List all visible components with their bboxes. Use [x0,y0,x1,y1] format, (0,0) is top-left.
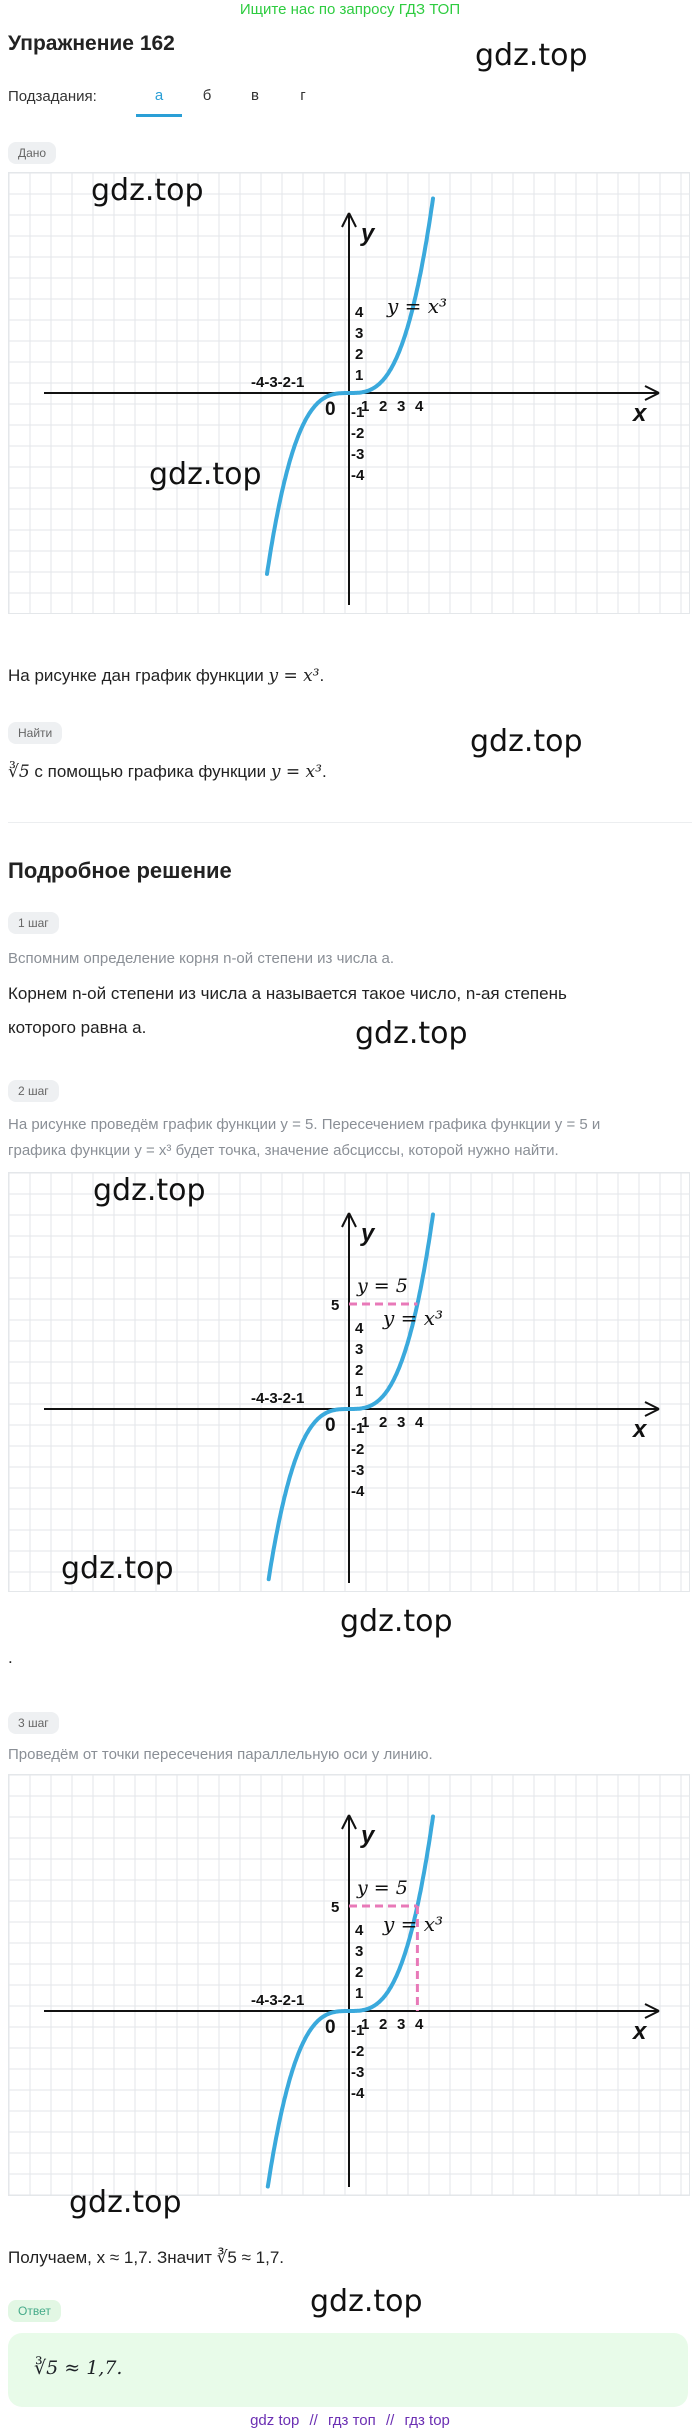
y-tick-label: 2 [355,346,364,363]
x-axis-label: x [633,1416,647,1443]
x-tick-label: 1 [361,398,370,415]
step1-text-line2: которого равна a. [8,1018,147,1037]
y-tick-label: 3 [355,325,364,342]
line-y5-label: y = 5 [357,1877,408,1899]
origin-label: 0 [325,1415,336,1436]
y-tick-label: 2 [355,1362,364,1379]
graph-watermark: gdz.top [93,1173,206,1208]
find-pill: Найти [8,722,62,744]
subtasks-row [8,84,692,118]
y-tick-label: -3 [351,1462,365,1479]
footer-link-1[interactable]: gdz top [250,2412,300,2429]
y-axis-label: y [361,1822,375,1849]
y-tick-label: -1 [351,404,365,421]
step1-pill: 1 шаг [8,912,59,934]
watermark: gdz.top [475,38,588,73]
y-axis-label: y [361,1220,375,1247]
origin-label: 0 [325,2017,336,2038]
step2-after: . [8,1648,13,1667]
step3-graph [8,1774,690,2220]
footer-link-3[interactable]: гдз top [404,2412,450,2429]
solution-title: Подробное решение [8,858,232,883]
origin-label: 0 [325,399,336,420]
step2-hint-line1: На рисунке проведём график функции y = 5. Пересечением графика функции y = 5 и [8,1116,601,1133]
y-tick-label: 2 [355,1964,364,1981]
given-suffix: . [319,666,325,685]
find-formula: y = x³ [270,762,322,782]
footer-links [0,2412,700,2429]
curve-label: y = x³ [387,294,448,318]
step2-graph [8,1172,690,1592]
y-tick-label: -3 [351,446,365,463]
x-tick-label: 3 [397,2016,406,2033]
footer-sep: // [309,2412,318,2429]
x-tick-label: 3 [397,1414,406,1431]
y-tick-label: -4 [351,1483,365,1500]
y-tick-label: 3 [355,1943,364,1960]
five-label: 5 [331,1297,340,1314]
given-text [8,666,324,686]
y-tick-label: 4 [355,304,364,321]
x-axis-label: x [633,2018,647,2045]
answer-box [8,2333,688,2407]
y-tick-label: -2 [351,425,365,442]
page-title: Упражнение 162 [8,32,175,55]
answer-text: ∛5 ≈ 1,7. [34,2357,123,2379]
footer-link-2[interactable]: гдз топ [328,2412,376,2429]
y-tick-label: -1 [351,2022,365,2039]
y-tick-label: 1 [355,367,364,384]
subtasks-label: Подзадания: [8,88,97,105]
neg-x-ticks: -4-3-2-1 [251,1992,305,2009]
given-pill: Дано [8,142,56,164]
x-tick-label: 2 [379,2016,388,2033]
y-tick-label: 3 [355,1341,364,1358]
subtask-tab-v[interactable]: в [251,87,259,104]
graph-watermark: gdz.top [91,173,204,208]
y-tick-label: 4 [355,1320,364,1337]
given-formula: y = x³ [268,666,320,686]
y-axis-label: y [361,220,375,247]
y-tick-label: 1 [355,1383,364,1400]
curve-label: y = x³ [383,1912,444,1936]
footer-sep: // [385,2412,395,2429]
y-tick-label: -4 [351,467,365,484]
step1-hint: Вспомним определение корня n-ой степени из числа a. [8,950,395,967]
x-tick-label: 1 [361,1414,370,1431]
watermark: gdz.top [340,1604,453,1639]
step2-hint-line2: графика функции y = x³ будет точка, значение абсциссы, которой нужно найти. [8,1142,559,1159]
watermark: gdz.top [355,1016,468,1051]
y-tick-label: -2 [351,2043,365,2060]
given-text-prefix: На рисунке дан график функции [8,666,264,685]
x-tick-label: 2 [379,398,388,415]
step2-graph-svg [9,1173,689,1591]
step3-pill: 3 шаг [8,1712,59,1734]
curve-label: y = x³ [383,1306,444,1330]
step3-hint: Проведём от точки пересечения параллельную оси y линию. [8,1746,433,1763]
x-tick-label: 4 [415,398,424,415]
find-suffix: . [321,762,327,781]
y-tick-label: -1 [351,1420,365,1437]
graph-watermark: gdz.top [149,457,262,492]
step1-text-line1: Корнем n-ой степени из числа a называется такое число, n-ая степень [8,984,567,1003]
x-tick-label: 4 [415,1414,424,1431]
y-tick-label: -4 [351,2085,365,2102]
y-tick-label: 4 [355,1922,364,1939]
step2-pill: 2 шаг [8,1080,59,1102]
y-tick-label: 1 [355,1985,364,2002]
step3-graph-svg [9,1775,689,2195]
subtask-tab-a[interactable]: а [136,84,182,117]
graph-watermark: gdz.top [69,2185,182,2220]
given-graph [8,172,690,614]
find-expr: ∛5 [8,762,30,782]
subtask-tab-g[interactable]: г [300,87,306,104]
x-tick-label: 1 [361,2016,370,2033]
given-graph-svg [9,173,689,613]
step3-result: Получаем, x ≈ 1,7. Значит ∛5 ≈ 1,7. [8,2248,284,2267]
y-tick-label: -2 [351,1441,365,1458]
find-text-body: с помощью графика функции [34,762,267,781]
x-tick-label: 2 [379,1414,388,1431]
y-tick-label: -3 [351,2064,365,2081]
x-tick-label: 3 [397,398,406,415]
answer-pill: Ответ [8,2300,61,2322]
top-banner[interactable]: Ищите нас по запросу ГДЗ ТОП [239,1,461,18]
subtask-tab-b[interactable]: б [202,87,212,104]
x-axis-label: x [633,400,647,427]
five-label: 5 [331,1899,340,1916]
find-text [8,762,327,782]
divider [8,822,692,823]
x-tick-label: 4 [415,2016,424,2033]
neg-x-ticks: -4-3-2-1 [251,1390,305,1407]
neg-x-ticks: -4-3-2-1 [251,374,305,391]
graph-watermark: gdz.top [61,1551,174,1586]
watermark: gdz.top [310,2284,423,2319]
watermark: gdz.top [470,724,583,759]
line-y5-label: y = 5 [357,1275,408,1297]
